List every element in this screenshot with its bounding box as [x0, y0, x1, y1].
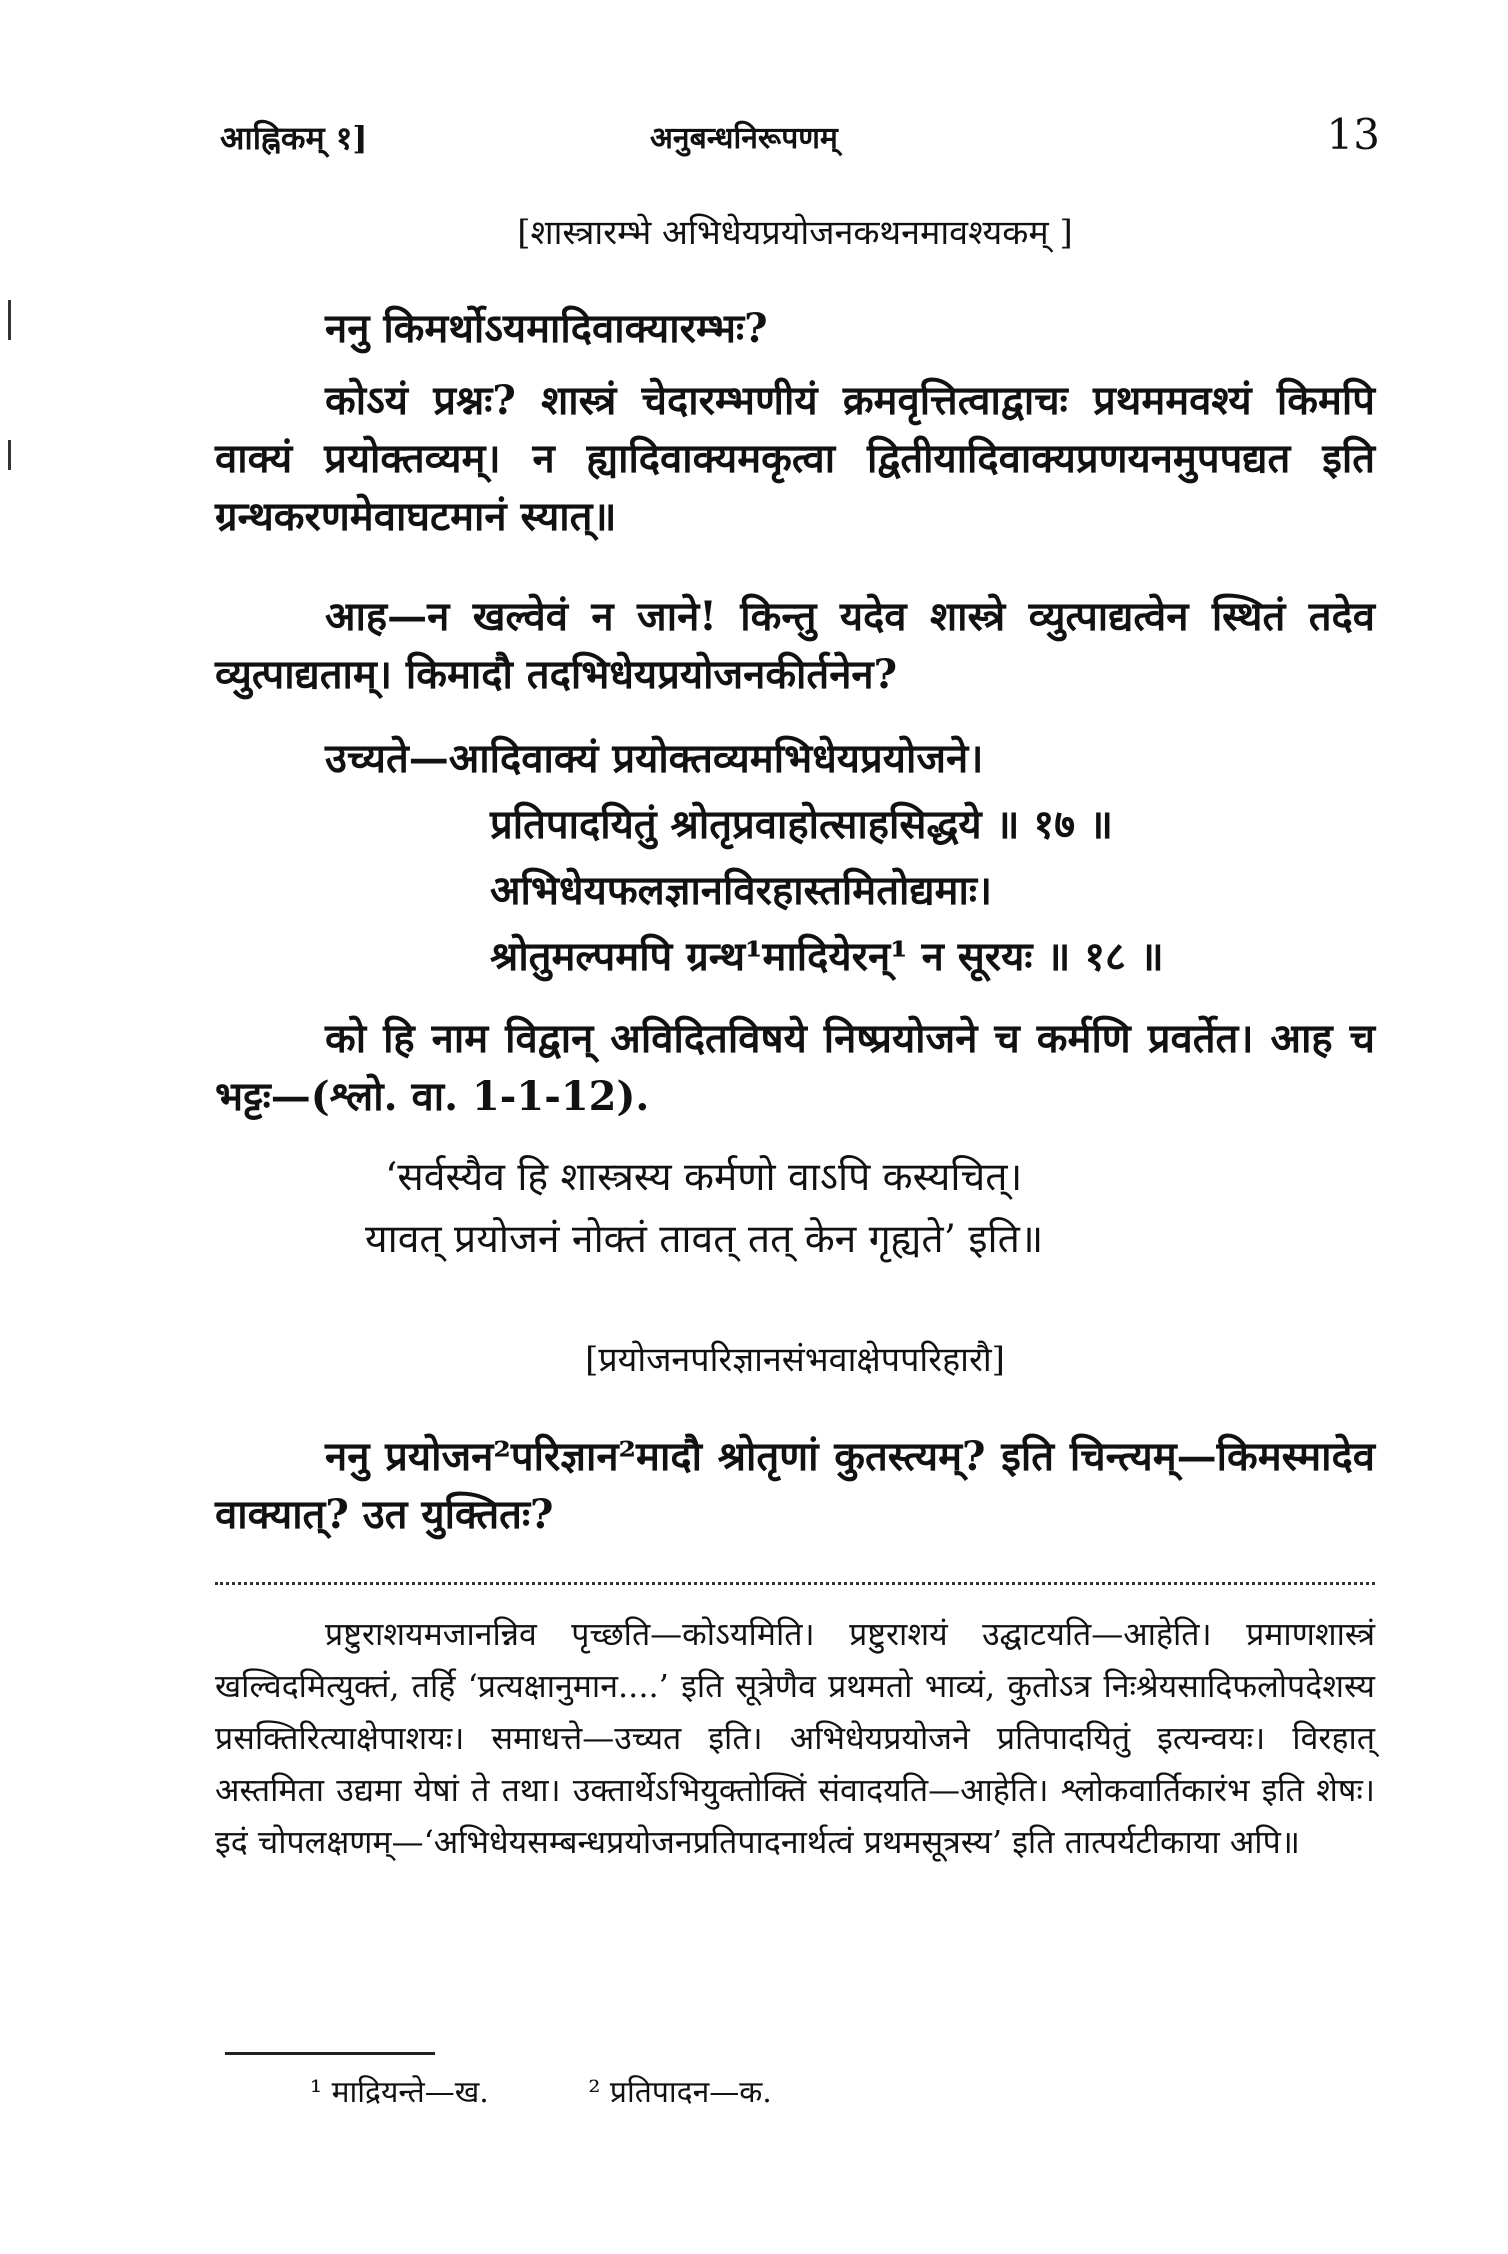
paragraph [215, 1428, 1375, 1544]
footnote-2: ² प्रतिपादन—क. [588, 2075, 772, 2110]
quote-line: ‘सर्वस्यैव हि शास्त्रस्य कर्मणो वाऽपि कस्यचित्। [385, 1155, 1023, 1200]
section-heading: [प्रयोजनपरिज्ञानसंभवाक्षेपपरिहारौ] [585, 1340, 1005, 1380]
commentary-block [215, 1608, 1375, 1868]
verse-block [215, 730, 1375, 986]
margin-mark [8, 300, 11, 340]
margin-mark [8, 440, 11, 470]
question-text: ननु किमर्थोऽयमादिवाक्यारम्भः? [325, 305, 768, 352]
paragraph [215, 588, 1375, 704]
running-head-title: अनुबन्धनिरूपणम् [650, 121, 838, 156]
section-heading: [शास्त्रारम्भे अभिधेयप्रयोजनकथनमावश्यकम् ] [517, 213, 1073, 253]
paragraph [215, 372, 1375, 546]
verse-line: प्रतिपादयितुं श्रोतृप्रवाहोत्साहसिद्धये ॥ १७ ॥ [490, 801, 1113, 848]
verse-line: अभिधेयफलज्ञानविरहास्तमितोद्यमाः। [490, 867, 993, 914]
paragraph-text: कोऽयं प्रश्नः? शास्त्रं चेदारम्भणीयं क्रमवृत्तित्वाद्वाचः प्रथममवश्यं किमपि वाक्यं प्रयोक्तव्यम्। न ह्यादिवाक्यमकृत्वा द्वितीयादिवाक्यप्रणयनमुपपद्यत इति ग्रन्थकरणमेवाघटमानं स्यात्॥ [215, 377, 1375, 540]
paragraph-text: आह—न खल्वेवं न जाने! किन्तु यदेव शास्त्रे व्युत्पाद्यत्वेन स्थितं तदेव व्युत्पाद्यताम्। किमादौ तदभिधेयप्रयोजनकीर्तनेन? [215, 593, 1375, 698]
footnote-1: ¹ माद्रियन्ते—ख. [310, 2075, 489, 2110]
quote-line: यावत् प्रयोजनं नोक्तं तावत् तत् केन गृह्यते’ इति॥ [365, 1217, 1044, 1262]
question-line [215, 300, 1375, 358]
quote-block [215, 1150, 1375, 1268]
footnotes [310, 2070, 862, 2111]
paragraph-text: को हि नाम विद्वान् अविदितविषये निष्प्रयोजने च कर्मणि प्रवर्तेत। आह च भट्टः—(श्लो. वा. 1-1-12). [215, 1015, 1375, 1120]
verse-line: उच्यते—आदिवाक्यं प्रयोक्तव्यमभिधेयप्रयोजने। [325, 735, 984, 782]
page-number: 13 [1326, 110, 1380, 159]
paragraph-text: ननु प्रयोजन²परिज्ञान²मादौ श्रोतृणां कुतस्त्यम्? इति चिन्त्यम्—किमस्मादेव वाक्यात्? उत युक्तितः? [215, 1433, 1375, 1538]
footnote-rule [225, 2052, 435, 2055]
paragraph [215, 1010, 1375, 1126]
running-head-chapter: आह्निकम् १] [220, 119, 368, 157]
divider [215, 1582, 1375, 1585]
commentary-text: प्रष्टुराशयमजानन्निव पृच्छति—कोऽयमिति। प्रष्टुराशयं उद्घाटयति—आहेति। प्रमाणशास्त्रं खल्विदमित्युक्तं, तर्हि ‘प्रत्यक्षानुमान....’ इति सूत्रेणैव प्रथमतो भाव्यं, कुतोऽत्र निःश्रेयसादिफलोपदेशस्य प्रसक्तिरित्याक्षेपाशयः। समाधत्ते—उच्यत इति। अभिधेयप्रयोजने प्रतिपादयितुं इत्यन्वयः। विरहात् अस्तमिता उद्यमा येषां ते तथा। उक्तार्थेऽभियुक्तोक्तिं संवादयति—आहेति। श्लोकवार्तिकारंभ इति शेषः। इदं चोपलक्षणम्—‘अभिधेयसम्बन्धप्रयोजनप्रतिपादनार्थत्वं प्रथमसूत्रस्य’ इति तात्पर्यटीकाया अपि॥ [215, 1615, 1375, 1861]
page-header [220, 110, 1380, 170]
verse-line: श्रोतुमल्पमपि ग्रन्थ¹मादियेरन्¹ न सूरयः ॥ १८ ॥ [490, 933, 1164, 980]
